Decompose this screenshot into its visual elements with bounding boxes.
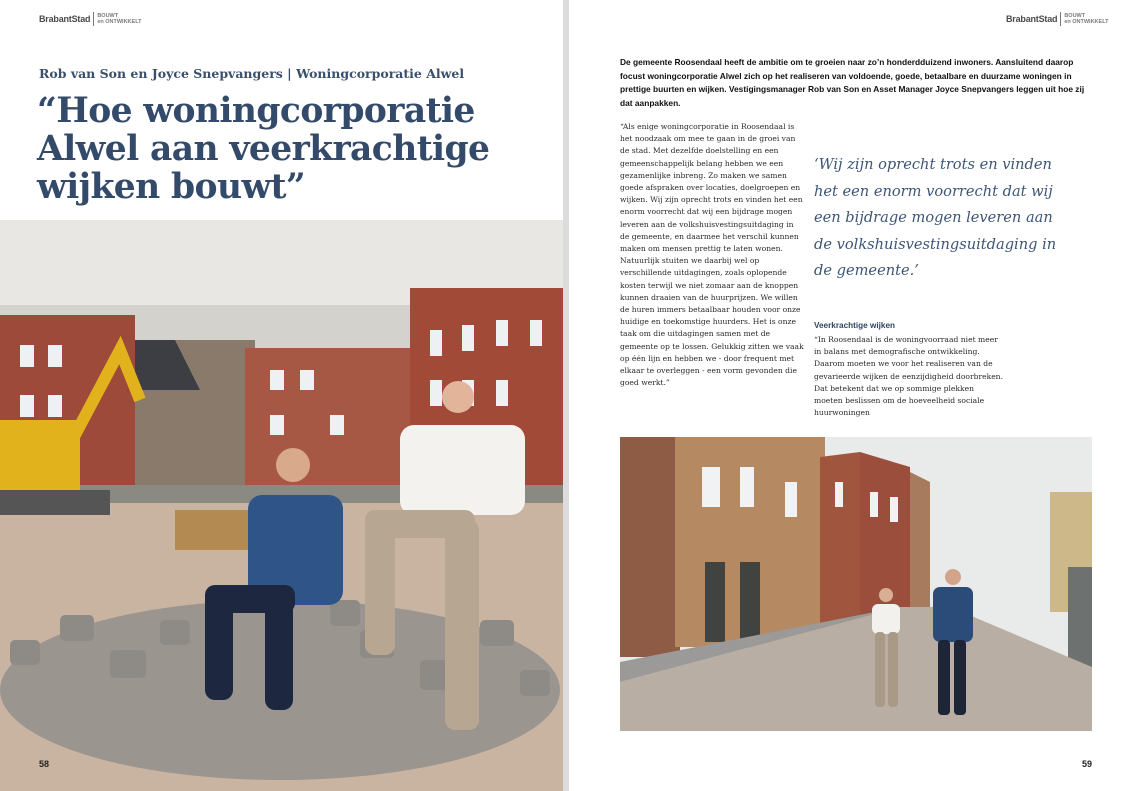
logo-subtitle-line1: BOUWT — [1064, 13, 1086, 19]
headline-line-1: “Hoe woningcorporatie — [37, 91, 475, 131]
logo-brand: BrabantStad — [1006, 14, 1058, 24]
logo-subtitle-line1: BOUWT — [97, 13, 119, 19]
article-intro: De gemeente Roosendaal heeft de ambitie om te groeien naar zo’n honderdduizend inwoners. Aansluitend daarop focust woningcorporatie Alwel zich op het realiseren van voldoende, goede, betaalbare en duurzame woningen in prettige buurten en wijken. Vestigingsmanager Rob van Son en Asset Manager Joyce Snepvangers leggen uit hoe zij dat aanpakken. — [620, 57, 1085, 108]
logo-divider — [93, 12, 94, 26]
right-page — [569, 0, 1127, 791]
magazine-logo — [39, 12, 142, 26]
logo-subtitle — [97, 13, 141, 25]
logo-brand: BrabantStad — [39, 14, 91, 24]
street-photo — [620, 437, 1092, 731]
construction-site-photo — [0, 220, 563, 791]
magazine-logo-right — [1006, 12, 1109, 26]
street-illustration — [620, 437, 1092, 731]
logo-subtitle-line2: en ONTWIKKELT — [1064, 19, 1109, 25]
body-column-1: “Als enige woningcorporatie in Roosendaal is het noodzaak om mee te gaan in de groei van de stad. Met dezelfde doelstelling en een gemeenschappelijk belang hebben we een gezamenlijke inbreng. Zo maken we samen goede afspraken over locaties, doelgroepen en wijken. Wij zijn oprecht trots en vinden het een enorm voorrecht dat wij een bijdrage mogen leveren aan de volkshuisvestingsuitdaging in de gemeente, en daarmee het verschil kunnen maken om mensen prettig te laten wonen. Natuurlijk stuiten we daarbij wel op verschillende uitdagingen, zoals oplopende kosten terwijl we niet zomaar aan de knoppen kunnen draaien van de huurprijzen. We willen de huren immers betaalbaar houden voor onze huidige en toekomstige huurders. Het is onze taak om die uitdagingen samen met de gemeente op te lossen. Gelukkig zitten we vaak op één lijn en hebben we - door frequent met elkaar te overleggen - een vorm gevonden die goed werkt.” — [620, 122, 804, 388]
headline-line-3: wijken bouwt” — [37, 167, 306, 207]
logo-subtitle-line2: en ONTWIKKELT — [97, 19, 142, 25]
article-subtitle: Rob van Son en Joyce Snepvangers | Woningcorporatie Alwel — [39, 66, 465, 81]
section-heading: Veerkrachtige wijken — [814, 321, 896, 330]
page-number-left: 58 — [39, 759, 50, 769]
logo-subtitle — [1064, 13, 1108, 25]
construction-site-illustration — [0, 220, 563, 791]
left-page — [0, 0, 563, 791]
pull-quote: ‘Wij zijn oprecht trots en vinden het een enorm voorrecht dat wij een bijdrage mogen leveren aan de volkshuisvestingsuitdaging in de gemeente.’ — [814, 156, 1057, 279]
logo-divider — [1060, 12, 1061, 26]
page-number-right: 59 — [1082, 759, 1093, 769]
article-headline — [37, 92, 489, 206]
body-column-2: “In Roosendaal is de woningvoorraad niet meer in balans met demografische ontwikkeling. Daarom moeten we voor het realiseren van de gevarieerde wijken de eenzijdigheid doorbreken. Dat betekent dat we op sommige plekken moeten beslissen om de hoeveelheid sociale huurwoningen — [814, 335, 1003, 418]
headline-line-2: Alwel aan veerkrachtige — [37, 129, 490, 169]
